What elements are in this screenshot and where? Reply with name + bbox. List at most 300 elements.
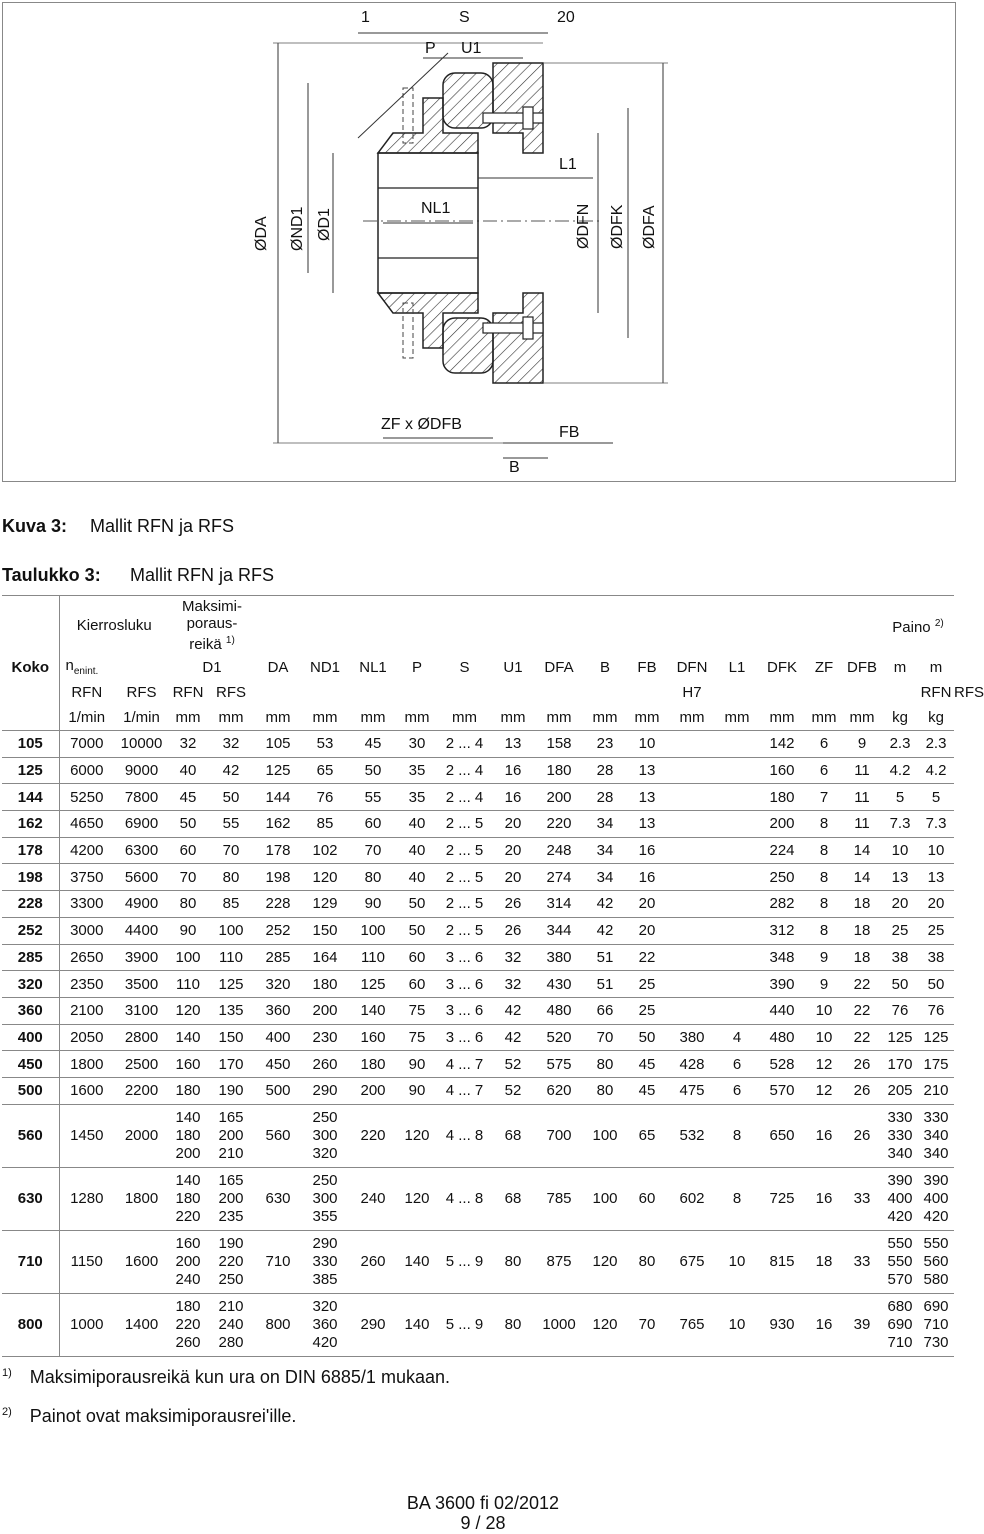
unit-4: mm [255, 704, 301, 731]
koko-cell: 630 [2, 1167, 59, 1230]
table-cell: 45 [626, 1077, 668, 1104]
cell-line: 320 [312, 1297, 338, 1315]
footnote-1: $^{1)}$ Maksimiporausreikä kun ura on DIN 6885/1 mukaan. [2, 1367, 450, 1387]
table-cell: 11 [842, 811, 882, 838]
table-row [2, 971, 956, 998]
table-caption-key: Taulukko 3: [2, 565, 101, 585]
unit-6: mm [349, 704, 397, 731]
unit-9: mm [492, 704, 534, 731]
table-cell: 18 [842, 944, 882, 971]
table-cell: 480 [758, 1024, 806, 1051]
table-cell: 5250 [59, 784, 114, 811]
table-cell: 80 [492, 1293, 534, 1356]
table-cell: 60 [397, 971, 437, 998]
label-dfa: ØDFA [641, 205, 658, 249]
cell-line: 300 [312, 1189, 338, 1207]
table-cell: 11 [842, 757, 882, 784]
table-cell: 4 [716, 1024, 758, 1051]
table-cell: 4650 [59, 811, 114, 838]
koko-cell: 320 [2, 971, 59, 998]
table-cell: 450 [255, 1051, 301, 1078]
table-cell: 1400 [114, 1293, 169, 1356]
table-cell: 3 ... 6 [437, 944, 492, 971]
table-cell: 90 [397, 1077, 437, 1104]
cell-line: 180 [175, 1297, 201, 1315]
table-cell [668, 757, 716, 784]
cell-line: 200 [175, 1144, 201, 1162]
table-cell: 930 [758, 1293, 806, 1356]
header-rfn-m: RFN [920, 683, 952, 701]
cell-line: 385 [312, 1270, 338, 1288]
table-cell: 105 [265, 735, 291, 753]
table-cell [668, 891, 716, 918]
table-cell: 220 [349, 1104, 397, 1167]
label-fb: FB [559, 424, 580, 441]
table-cell: 50 [207, 784, 255, 811]
table-cell: 314 [534, 891, 584, 918]
table-cell: 50 [397, 917, 437, 944]
unit-15: mm [758, 704, 806, 731]
table-cell: 2650 [59, 944, 114, 971]
table-cell: 45 [626, 1051, 668, 1078]
table-cell: 2800 [114, 1024, 169, 1051]
table-cell: 90 [397, 1051, 437, 1078]
header-u1: U1 [503, 658, 523, 676]
table-cell: 210 [918, 1077, 954, 1104]
table-cell: 3000 [59, 917, 114, 944]
unit-17: mm [842, 704, 882, 731]
cell-line: 710 [923, 1315, 949, 1333]
table-cell: 26 [842, 1104, 882, 1167]
table-cell: 20 [492, 837, 534, 864]
table-row [2, 1077, 956, 1104]
table-cell: 45 [364, 735, 382, 753]
table-cell: 252 [255, 917, 301, 944]
unit-8: mm [437, 704, 492, 731]
table-cell: 290 [301, 1077, 349, 1104]
table-cell [301, 1230, 349, 1293]
header-h7: H7 [682, 683, 702, 701]
table-cell: 2 ... 5 [437, 837, 492, 864]
table-cell: 785 [534, 1167, 584, 1230]
cell-line: 200 [218, 1189, 244, 1207]
table-cell: 53 [316, 735, 334, 753]
table-cell: 360 [255, 997, 301, 1024]
table-cell: 51 [584, 944, 626, 971]
table-cell [169, 1167, 207, 1230]
table-cell: 51 [584, 971, 626, 998]
table-cell: 290 [349, 1293, 397, 1356]
cell-line: 330 [923, 1108, 949, 1126]
koko-cell: 285 [2, 944, 59, 971]
table-cell [882, 1104, 918, 1167]
table-cell: 160 [349, 1024, 397, 1051]
header-units-row [2, 704, 956, 731]
table-cell: 32 [222, 735, 240, 753]
table-cell: 500 [255, 1077, 301, 1104]
table-row [2, 811, 956, 838]
table-cell: 2050 [59, 1024, 114, 1051]
table-cell: 8 [806, 864, 842, 891]
cell-line: 200 [175, 1252, 201, 1270]
table-cell: 1450 [59, 1104, 114, 1167]
table-cell: 200 [534, 784, 584, 811]
label-s: S [459, 9, 470, 26]
unit-7: mm [397, 704, 437, 731]
cell-line: 140 [175, 1171, 201, 1189]
table-cell: 38 [882, 944, 918, 971]
table-cell: 9000 [114, 757, 169, 784]
table-cell [882, 1230, 918, 1293]
koko-cell: 360 [2, 997, 59, 1024]
header-m-rfn: m [893, 658, 907, 676]
table-cell: 630 [255, 1167, 301, 1230]
table-cell: 180 [301, 971, 349, 998]
table-row [2, 864, 956, 891]
header-p: P [411, 658, 422, 676]
table-cell: 50 [918, 971, 954, 998]
cell-line: 340 [923, 1144, 949, 1162]
table-cell: 8 [716, 1167, 758, 1230]
table-cell: 170 [207, 1051, 255, 1078]
cell-line: 165 [218, 1108, 244, 1126]
cell-line: 220 [175, 1207, 201, 1225]
table-cell: 11 [842, 784, 882, 811]
table-caption-text: Mallit RFN ja RFS [130, 565, 275, 585]
table-row-multi [2, 1293, 956, 1356]
table-cell: 35 [397, 757, 437, 784]
label-d1: ØD1 [316, 208, 333, 241]
coupling-cross-section-drawing [3, 3, 957, 483]
table-cell: 475 [668, 1077, 716, 1104]
table-cell: 8 [806, 811, 842, 838]
table-cell [668, 944, 716, 971]
table-cell: 2.3 [925, 735, 947, 753]
table-cell [668, 837, 716, 864]
table-cell: 6 [716, 1051, 758, 1078]
table-cell: 260 [301, 1051, 349, 1078]
header-rfn-n: RFN [71, 683, 103, 701]
table-cell: 9 [806, 944, 842, 971]
table-cell: 135 [207, 997, 255, 1024]
table-cell: 150 [301, 917, 349, 944]
header-kierrosluku: Kierrosluku [59, 596, 169, 655]
table-cell: 120 [169, 997, 207, 1024]
table-cell: 200 [349, 1077, 397, 1104]
table-cell: 16 [492, 757, 534, 784]
table-cell: 28 [584, 784, 626, 811]
table-cell: 4.2 [918, 757, 954, 784]
table-row-multi [2, 1167, 956, 1230]
label-da: ØDA [253, 216, 270, 251]
table-cell: 4400 [114, 917, 169, 944]
table-row [2, 891, 956, 918]
table-cell: 110 [169, 971, 207, 998]
table-cell: 16 [626, 864, 668, 891]
label-l1: L1 [559, 156, 577, 173]
cell-line: 330 [887, 1126, 913, 1144]
cell-line: 400 [923, 1189, 949, 1207]
cell-line: 250 [218, 1270, 244, 1288]
table-cell: 2.3 [889, 735, 911, 753]
table-cell: 26 [492, 917, 534, 944]
table-cell: 312 [758, 917, 806, 944]
table-cell: 110 [349, 944, 397, 971]
table-cell: 80 [584, 1051, 626, 1078]
table-cell: 2 ... 5 [437, 917, 492, 944]
table-cell: 22 [842, 997, 882, 1024]
table-cell: 100 [169, 944, 207, 971]
cell-line: 180 [175, 1126, 201, 1144]
table-cell: 85 [207, 891, 255, 918]
table-cell: 6000 [59, 757, 114, 784]
label-b: B [509, 459, 520, 476]
table-cell: 32 [492, 944, 534, 971]
table-cell: 1600 [114, 1230, 169, 1293]
table-cell: 3500 [114, 971, 169, 998]
table-cell: 158 [546, 735, 572, 753]
table-row [2, 757, 956, 784]
table-cell: 200 [301, 997, 349, 1024]
unit-0: 1/min [59, 704, 114, 731]
koko-cell: 125 [2, 757, 59, 784]
table-cell [918, 1104, 954, 1167]
cell-line: 260 [175, 1333, 201, 1351]
header-row-2 [2, 654, 956, 680]
cell-line: 190 [218, 1234, 244, 1252]
table-cell: 205 [882, 1077, 918, 1104]
koko-cell: 198 [2, 864, 59, 891]
table-cell: 22 [626, 944, 668, 971]
table-cell: 25 [626, 997, 668, 1024]
table-cell: 80 [492, 1230, 534, 1293]
table-cell: 5 [882, 784, 918, 811]
table-cell: 42 [584, 891, 626, 918]
header-n-enint: $n_{enint.}$ [65, 657, 99, 677]
koko-cell: 162 [2, 811, 59, 838]
table-cell: 12 [806, 1077, 842, 1104]
header-row-1 [2, 596, 956, 655]
table-cell: 224 [758, 837, 806, 864]
table-cell: 42 [492, 1024, 534, 1051]
table-cell: 2500 [114, 1051, 169, 1078]
table-cell: 66 [584, 997, 626, 1024]
koko-cell: 710 [2, 1230, 59, 1293]
cell-line: 680 [887, 1297, 913, 1315]
table-row [2, 997, 956, 1024]
unit-10: mm [534, 704, 584, 731]
table-cell: 2 ... 4 [445, 735, 484, 753]
cell-line: 550 [887, 1234, 913, 1252]
table-cell [716, 731, 758, 758]
koko-cell: 800 [2, 1293, 59, 1356]
table-cell: 120 [397, 1167, 437, 1230]
table-cell: 45 [169, 784, 207, 811]
table-cell: 140 [169, 1024, 207, 1051]
table-cell: 6 [819, 735, 829, 753]
cell-line: 180 [175, 1189, 201, 1207]
doc-id: BA 3600 fi 02/2012 [406, 1493, 560, 1513]
table-row-multi [2, 1104, 956, 1167]
table-cell: 348 [758, 944, 806, 971]
table-cell [668, 811, 716, 838]
table-cell: 76 [882, 997, 918, 1024]
table-cell: 230 [301, 1024, 349, 1051]
table-cell [207, 1293, 255, 1356]
table-cell: 125 [882, 1024, 918, 1051]
unit-11: mm [584, 704, 626, 731]
cell-line: 240 [218, 1315, 244, 1333]
table-cell [207, 1230, 255, 1293]
table-cell: 23 [596, 735, 614, 753]
cell-line: 280 [218, 1333, 244, 1351]
table-cell: 1800 [114, 1167, 169, 1230]
table-cell: 28 [584, 757, 626, 784]
table-cell: 42 [492, 997, 534, 1024]
table-cell: 75 [397, 997, 437, 1024]
table-cell: 2350 [59, 971, 114, 998]
table-cell: 90 [169, 917, 207, 944]
table-cell [716, 784, 758, 811]
table-cell: 30 [408, 735, 426, 753]
table-cell: 20 [626, 917, 668, 944]
table-caption [2, 565, 274, 586]
table-cell: 18 [842, 917, 882, 944]
cell-line: 330 [312, 1252, 338, 1270]
table-cell: 60 [397, 944, 437, 971]
table-cell: 33 [842, 1167, 882, 1230]
cell-line: 400 [887, 1189, 913, 1207]
table-row [2, 731, 956, 758]
cell-line: 390 [923, 1171, 949, 1189]
table-cell [207, 1167, 255, 1230]
table-row [2, 837, 956, 864]
cell-line: 420 [923, 1207, 949, 1225]
table-cell: 125 [349, 971, 397, 998]
table-cell: 39 [842, 1293, 882, 1356]
table-cell: 100 [349, 917, 397, 944]
unit-18: kg [882, 704, 918, 731]
table-cell: 140 [349, 997, 397, 1024]
table-cell: 725 [758, 1167, 806, 1230]
cell-line: 300 [312, 1126, 338, 1144]
table-cell [169, 1104, 207, 1167]
table-cell: 7 [806, 784, 842, 811]
table-cell: 26 [492, 891, 534, 918]
table-cell: 380 [668, 1024, 716, 1051]
table-cell: 142 [769, 735, 795, 753]
table-cell: 102 [301, 837, 349, 864]
koko-cell: 560 [2, 1104, 59, 1167]
unit-3: mm [207, 704, 255, 731]
figure-caption [2, 516, 234, 537]
unit-16: mm [806, 704, 842, 731]
table-cell: 16 [806, 1104, 842, 1167]
header-dfn: DFN [676, 658, 708, 676]
header-s: S [459, 658, 470, 676]
table-cell: 5 [918, 784, 954, 811]
koko-cell: 144 [2, 784, 59, 811]
koko-cell: 228 [2, 891, 59, 918]
label-dfk: ØDFK [609, 204, 626, 249]
table-cell: 2000 [114, 1104, 169, 1167]
table-row [2, 917, 956, 944]
table-cell: 380 [534, 944, 584, 971]
table-cell: 18 [806, 1230, 842, 1293]
table-row-multi [2, 1230, 956, 1293]
table-cell: 16 [626, 837, 668, 864]
table-cell: 13 [882, 864, 918, 891]
table-cell: 34 [584, 837, 626, 864]
table-cell [207, 1104, 255, 1167]
header-row-3 [2, 680, 956, 704]
table-cell: 3100 [114, 997, 169, 1024]
header-dfk: DFK [767, 658, 797, 676]
cell-line: 165 [218, 1171, 244, 1189]
table-cell: 40 [169, 757, 207, 784]
koko-cell: 105 [2, 731, 59, 758]
table-cell [169, 1230, 207, 1293]
table-cell: 13 [626, 757, 668, 784]
label-1: 1 [361, 9, 370, 26]
table-cell: 285 [255, 944, 301, 971]
table-cell: 180 [349, 1051, 397, 1078]
cell-line: 690 [887, 1315, 913, 1333]
table-cell: 4 ... 7 [437, 1077, 492, 1104]
spec-table [2, 595, 984, 1357]
table-cell: 170 [882, 1051, 918, 1078]
table-cell: 180 [534, 757, 584, 784]
header-da: DA [267, 658, 289, 676]
header-paino: Paino $^{2)}$ [882, 596, 954, 655]
table-cell: 520 [534, 1024, 584, 1051]
header-fb: FB [637, 658, 657, 676]
unit-19: kg [918, 704, 954, 731]
table-cell: 2 ... 4 [437, 784, 492, 811]
table-cell: 120 [584, 1293, 626, 1356]
table-cell: 26 [842, 1077, 882, 1104]
table-cell: 160 [169, 1051, 207, 1078]
table-cell: 2 ... 4 [437, 757, 492, 784]
header-dfa: DFA [544, 658, 574, 676]
table-cell: 700 [534, 1104, 584, 1167]
header-rfs-d1: RFS [216, 683, 246, 701]
koko-cell: 178 [2, 837, 59, 864]
table-cell: 3300 [59, 891, 114, 918]
table-cell: 26 [842, 1051, 882, 1078]
cell-line: 340 [923, 1126, 949, 1144]
table-cell: 560 [255, 1104, 301, 1167]
table-cell: 320 [255, 971, 301, 998]
table-cell: 180 [169, 1077, 207, 1104]
table-cell [716, 944, 758, 971]
table-cell [668, 784, 716, 811]
table-cell: 2 ... 5 [437, 811, 492, 838]
cell-line: 210 [218, 1297, 244, 1315]
unit-1: 1/min [114, 704, 169, 731]
koko-cell: 252 [2, 917, 59, 944]
table-cell: 220 [534, 811, 584, 838]
table-cell [668, 731, 716, 758]
table-cell: 33 [842, 1230, 882, 1293]
table-cell: 815 [758, 1230, 806, 1293]
table-cell: 55 [207, 811, 255, 838]
table-cell: 32 [492, 971, 534, 998]
table-cell: 60 [169, 837, 207, 864]
table-cell: 428 [668, 1051, 716, 1078]
cell-line: 250 [312, 1171, 338, 1189]
label-zf-dfb: ZF x ØDFB [381, 416, 462, 433]
